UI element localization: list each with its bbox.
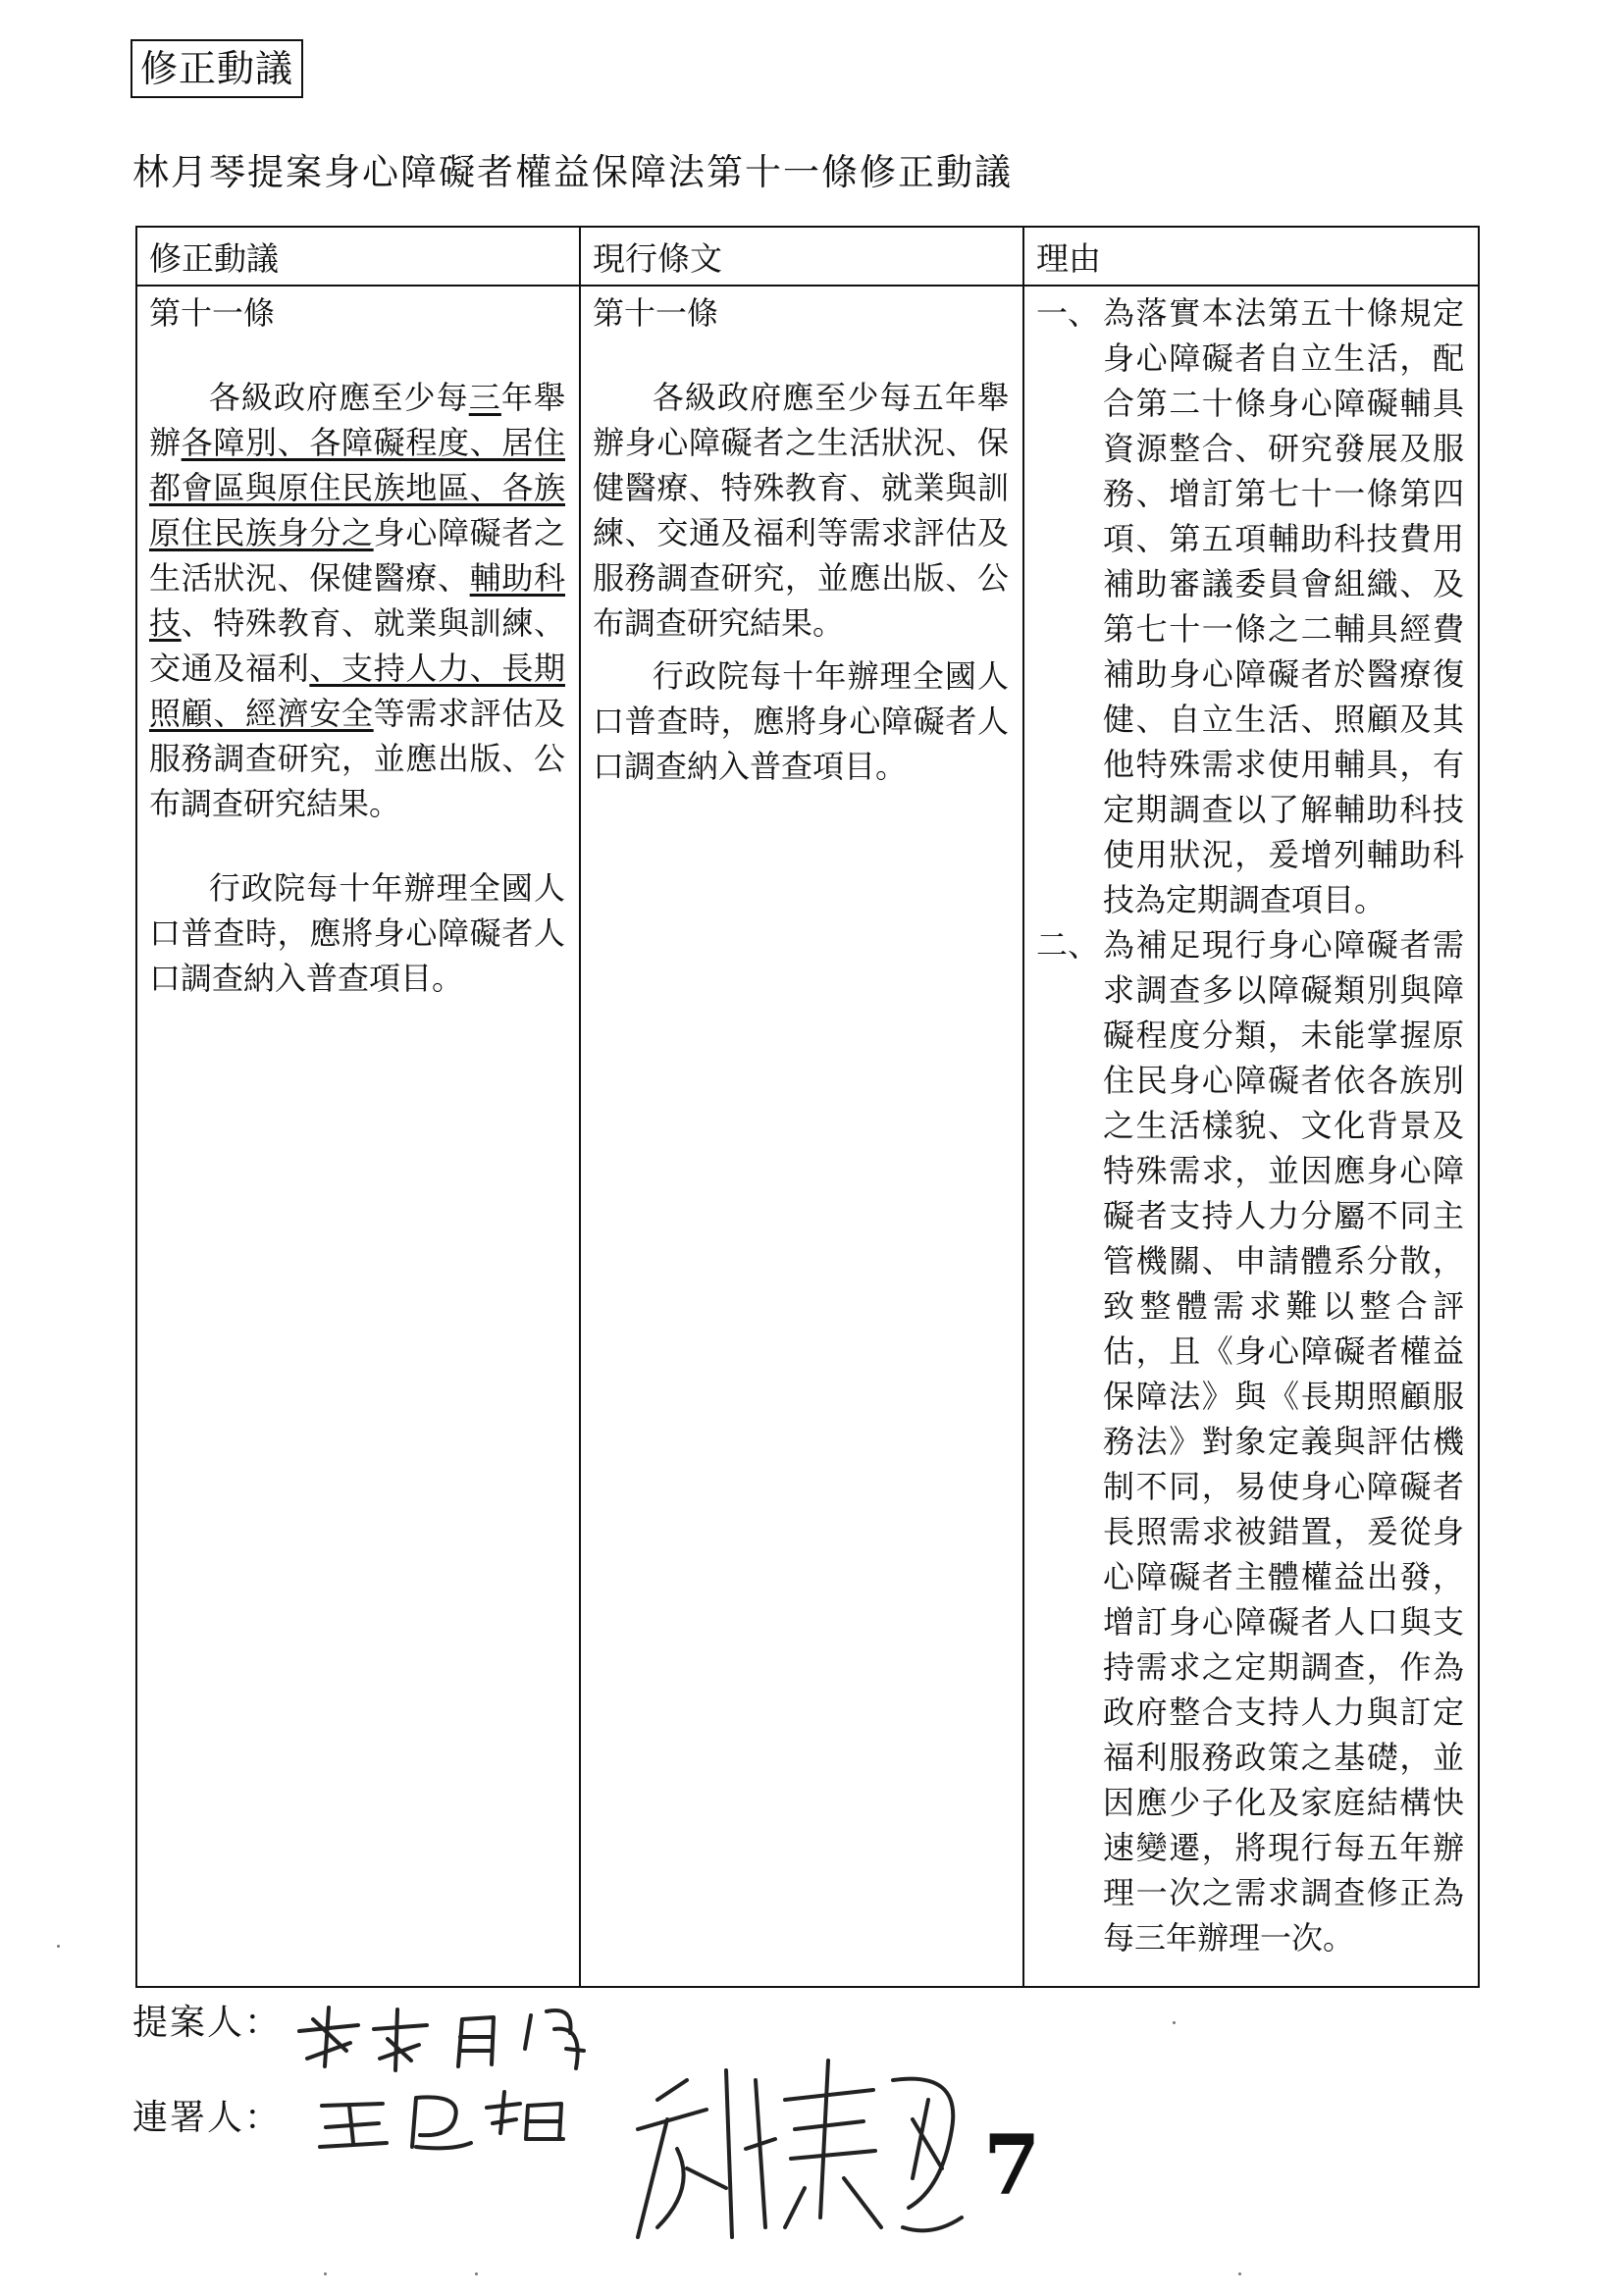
proposer-signature — [289, 1990, 613, 2078]
header-current-article: 現行條文 — [580, 227, 1023, 286]
reason-list — [1036, 290, 1464, 1960]
original-text-segment: 、特殊教育、就業與訓練、交通及福利 — [149, 604, 565, 687]
reason-text: 為落實本法第五十條規定身心障礙者自立生活，配合第二十條身心障礙輔具資源整合、研究發展及服務、增訂第七十一條第四項、第五項輔助科技費用補助審議委員會組織、及第七十一條之二輔具經費補助身心障礙者於醫療復健、自立生活、照顧及其他特殊需求使用輔具，有定期調查以了解輔助科技使用狀況，爰增列輔助科技為定期調查項目。 — [1103, 294, 1464, 918]
original-text-segment: 等需求評估及服務調查研究，並應出版、公布調查研究結果。 — [149, 695, 565, 822]
table-body-row — [136, 286, 1479, 1987]
reason-number: 一、 — [1036, 294, 1100, 332]
original-text-segment: 身心障礙者之生活狀況、保健醫療、 — [149, 514, 565, 597]
reason-item — [1036, 290, 1464, 922]
page-number: 7 — [983, 2116, 1041, 2214]
original-text-segment: 年舉辦 — [149, 379, 565, 461]
amended-text-segment: 各障別、各障礙程度、居住都會區與原住民族地區、各族原住民族身分之 — [149, 424, 565, 551]
cosigner-signature-2 — [618, 2041, 991, 2252]
amendment-article-number: 第十一條 — [149, 294, 276, 332]
original-text-segment: 各級政府應至少每 — [208, 379, 469, 416]
current-paragraph-1: 各級政府應至少每五年舉辦身心障礙者之生活狀況、保健醫療、特殊教育、就業與訓練、交通及福利等需求評估及服務調查研究，並應出版、公布調查研究結果。 — [593, 379, 1009, 642]
amended-text-segment: 輔助科技 — [149, 559, 565, 642]
reason-column — [1023, 286, 1479, 1987]
header-reason: 理由 — [1023, 227, 1479, 286]
table-header-row — [136, 227, 1479, 286]
current-paragraph-2: 行政院每十年辦理全國人口普查時，應將身心障礙者人口調查納入普查項目。 — [593, 657, 1009, 785]
reason-item — [1036, 922, 1464, 1960]
amended-text-segment: 、支持人力、長期照顧、經濟安全 — [149, 650, 565, 732]
header-amendment: 修正動議 — [136, 227, 580, 286]
reason-number: 二、 — [1036, 926, 1100, 964]
current-article-number: 第十一條 — [593, 294, 719, 332]
proposer-label: 提案人： — [132, 2003, 283, 2043]
motion-badge: 修正動議 — [131, 39, 303, 98]
amendment-paragraph-2: 行政院每十年辦理全國人口普查時，應將身心障礙者人口調查納入普查項目。 — [149, 869, 565, 997]
amendment-column — [136, 286, 580, 1987]
amended-text-segment: 三 — [468, 379, 501, 416]
cosigner-signature-1 — [314, 2078, 579, 2157]
amendment-paragraph-1 — [149, 375, 565, 826]
current-article-column — [580, 286, 1023, 1987]
cosigner-label: 連署人： — [132, 2098, 283, 2138]
document-title: 林月琴提案身心障礙者權益保障法第十一條修正動議 — [132, 151, 1013, 193]
amendment-table — [135, 226, 1480, 1988]
reason-text: 為補足現行身心障礙者需求調查多以障礙類別與障礙程度分類，未能掌握原住民身心障礙者依各族別之生活樣貌、文化背景及特殊需求，並因應身心障礙者支持人力分屬不同主管機關、申請體系分散，致整體需求難以整合評估，且《身心障礙者權益保障法》與《長期照顧服務法》對象定義與評估機制不同，易使身心障礙者長照需求被錯置，爰從身心障礙者主體權益出發，增訂身心障礙者人口與支持需求之定期調查，作為政府整合支持人力與訂定福利服務政策之基礎，並因應少子化及家庭結構快速變遷，將現行每五年辦理一次之需求調查修正為每三年辦理一次。 — [1103, 926, 1464, 1957]
